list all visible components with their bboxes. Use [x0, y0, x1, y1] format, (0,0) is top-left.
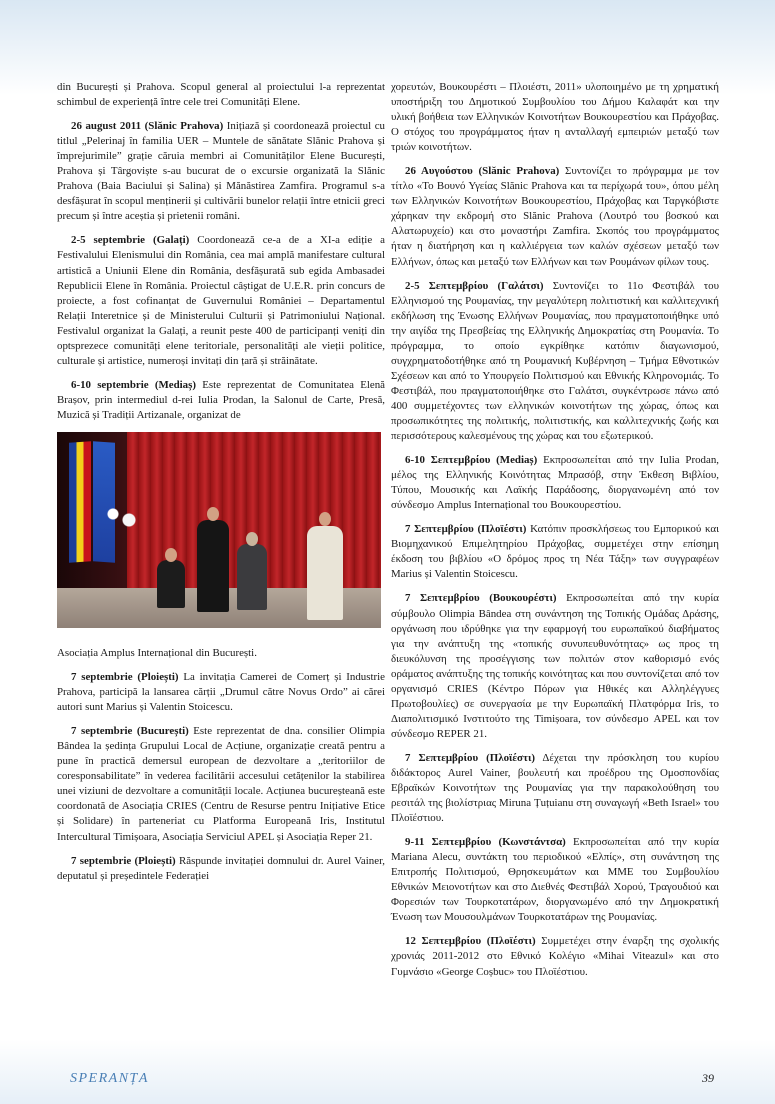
left-paragraph-5: Asociația Amplus Internațional din București.: [57, 646, 257, 659]
left-paragraph-3: 2-5 septembrie (Galați) Coordonează ce-a de a XI-a ediție a Festivalului Elenismului din România, cea mai amplă manifestare cultural artistică a Uniunii Elene din România, desfășurată sub egida Ambasadei Republicii Elene în România. Proiectul câștigat de U.E.R. prin concurs de proiecte, a fost cofinanțat de Guvernului României – Departamentul Relații Interetnice și de Ministerului Culturii și Patrimoniului Național. Festivalul organizat la Galați, a reunit peste 400 de participanți veniți din optsprezece comunități elene teritoriale, personalități ale vieții politice, culturale și artistice, numeroși invitați din țară și străinătate.: [57, 234, 385, 367]
right-paragraph-9: 12 Σεπτεμβρίου (Πλοϊέστι) Συμμετέχει στην έναρξη της σχολικής χρονιάς 2011-2012 στο Εθνικό Κολέγιο «Mihai Viteazul» και στο Γυμνάσιο «George Coșbuc» του Πλοϊέστιου.: [391, 935, 719, 978]
right-paragraph-1: χορευτών, Βουκουρέστι – Πλοιέστι, 2011» υλοποιημένο με τη χρηματική υποστήριξη του Δημοτικού Συμβουλίου του Δήμου Καλαφάτ και την υλική βοήθεια των Ελληνικών Κοινοτήτων Βουκουρεστίου και Πράχοβας. Ο στόχος του προγράμματος ήταν η ανταλλαγή εμπειριών μεταξύ των τριών κοινοτήτων.: [391, 81, 719, 154]
left-paragraph-1: din București și Prahova. Scopul general al proiectului l-a reprezentat schimbul de experiență între cele trei Comunități Elene.: [57, 81, 385, 109]
right-column: [391, 80, 719, 989]
right-paragraph-2: 26 Αυγούστου (Slănic Prahova) Συντονίζει το πρόγραμμα με τον τίτλο «Το Βουνό Υγείας Slănic Prahova και τα περίχωρά του», όπου μέλη των Ελληνικών Κοινοτήτων Βουκουρεστίου, Πράχοβας και Ταργκόβιστε χάρηκαν την εκδρομή στο Slănic Prahova (Λουτρό του βοσκού και Αλατωρυχείο) και στο μοναστήρι Zamfira. Σκοπός του προγράμματος ήταν η διατήρηση και η καλλιέργεια των καλών σχέσεων μεταξύ των Ελλήνων, όπως και μεταξύ των Ελλήνων και των Ρουμάνων φίλων τους.: [391, 165, 720, 268]
left-column: [57, 80, 385, 893]
right-paragraph-7: 7 Σεπτεμβρίου (Πλοϊέστι) Δέχεται την πρόσκληση του κυρίου διδάκτορος Aurel Vainer, βουλευτή και προέδρου της Ομοσπονδίας Εβραϊκών Κοινοτήτων της Ρουμανίας για την παρακολούθηση του ρεσιτάλ της βιολίστριας Miruna Țuțuianu στη συναγωγή «Beth Israel» του Πλοϊέστιου.: [391, 751, 720, 825]
romanian-flag-icon: [69, 441, 91, 563]
left-paragraph-2: 26 august 2011 (Slănic Prahova) Inițiază și coordonează proiectul cu titlul „Pelerinaj în familia UER – Muntele de sănătate Slănic Prahova și împrejurimile” grație căruia membri ai Comunităților Elene București, Prahova și Târgoviște s-au bucurat de o excursie organizată la Slănic Prahova (Baia Baciului și Salina) și Mănăstirea Zamfira. Programul s-a desfășurat în scopul menținerii și cultivării bunelor relații între etnicii greci precum și între aceștia și prietenii români.: [57, 120, 385, 223]
event-photo: [57, 432, 381, 628]
left-paragraph-8: 7 septembrie (Ploiești) Răspunde invitației domnului dr. Aurel Vainer, deputatul și președintele Federației: [57, 854, 385, 882]
left-paragraph-4: 6-10 septembrie (Mediaș) Este reprezentat de Comunitatea Elenă Brașov, prin intermediul d-rei Iulia Prodan, la Salonul de Carte, Presă, Muzică și Tradiții Artizanale, organizat de: [57, 378, 385, 421]
right-paragraph-4: 6-10 Σεπτεμβρίου (Mediaș) Εκπροσωπείται από την Iulia Prodan, μέλος της Ελληνικής Κοινότητας Μπρασόβ, στην Έκθεση Βιβλίου, Τύπου, Μουσικής και Λαϊκής Παράδοσης, διοργανωμένη από τον σύνδεσμο Amplus Internațional του Βουκουρεστίου.: [391, 454, 720, 512]
right-paragraph-8: 9-11 Σεπτεμβρίου (Κωνστάντσα) Εκπροσωπείται από την κυρία Mariana Alecu, συντάκτη του περιοδικού «Ελπίς», στη συνάντηση της Επιτροπής Πολιτισμού, Θρησκευμάτων και ΜΜΕ του Συμβουλίου Εθνικών Μειονοτήτων και στο Διεθνές Φεστιβάλ Χορού, Τραγουδιού και Φορεσιών των Τουρκοτατάρων, διοργανωμένο από την Δημοκρατική Ένωση των Μουσουλμάνων Τουρκοτατάρων της Ρουμανίας.: [391, 836, 720, 924]
magazine-name: SPERANȚA: [70, 1071, 149, 1086]
right-paragraph-3: 2-5 Σεπτεμβρίου (Γαλάτσι) Συντονίζει το 11ο Φεστιβάλ του Ελληνισμού της Ρουμανίας, την μεγαλύτερη πολιτιστική και καλλιτεχνική εκδήλωση της Ένωσης Ελλήνων Ρουμανίας, που πραγματοποιήθηκε υπό την αιγίδα της Πρεσβείας της Ελληνικής Δημοκρατίας στη Ρουμανία. Το πρόγραμμα, το οποίο εγκρίθηκε κατόπιν διαγωνισμού, συγχρηματοδοτήθηκε από τη Ρουμανική Κυβέρνηση – Τμήμα Εθνοτικών Σχέσεων και από το Υπουργείο Πολιτισμού και Εθνικής Κληρονομιάς. Το Φεστιβάλ, που πραγματοποιήθηκε στο Γαλάτσι, συγκέντρωσε πάνω από 400 συμμετέχοντες των ελληνικών κοινοτήτων της χώρας, όπως και προσωπικότητες της πολιτικής, πολιτιστικής, και καλλιτεχνικής ζωής και περισσότερους καλεσμένους της χώρας και του εξωτερικού.: [391, 279, 719, 443]
right-paragraph-5: 7 Σεπτεμβρίου (Πλοϊέστι) Κατόπιν προσκλήσεως του Εμπορικού και Βιομηχανικού Επιμελητηρίου Πράχοβας, συμμετέχει στην επίσημη έκδοση του βιβλίου «Ο δρόμος προς τη Νέα Τάξη» των συγγραφέων Marius și Valentin Stoicescu.: [391, 523, 720, 581]
page-number: 39: [702, 1071, 714, 1085]
left-paragraph-6: 7 septembrie (Ploiești) La invitația Camerei de Comerț și Industrie Prahova, participă la lansarea cărții „Drumul către Novus Ordo” ai cărei autori sunt Marius și Valentin Stoicescu.: [57, 671, 385, 714]
right-paragraph-6: 7 Σεπτεμβρίου (Βουκουρέστι) Εκπροσωπείται από την κυρία σύμβουλο Olimpia Bândea στη συνάντηση της Τοπικής Ομάδας Δράσης, οργάνωση που ιδρύθηκε για την εφαρμογή του ευρωπαϊκού διαβήματος για την ανάπτυξη της «τοπικής συνυπευθυνότητας» ως προς τη διευκόλυνση της προσέγγισης των πολιτών στον καθορισμό ενός οράματος ανάπτυξης της τοπικής κοινότητας και που συντονίζεται από τον οργανισμό CRIES (Κέντρο Πόρων για Ηθικές και Αλληλέγγυες Πρωτοβουλίες) σε συνεργασία με την Ευρωπαϊκή Πλατφόρμα Iris, το Διαπολιτισμικό Ινστιτούτο της Timișoara, τον σύνδεσμο APEL και τον σύνδεσμο REPER 21.: [391, 592, 720, 740]
left-paragraph-7: 7 septembrie (București) Este reprezentat de dna. consilier Olimpia Bândea la ședința Grupului Local de Acțiune, organizație creată pentru a pune în practică demersul european de dezvoltare a „teritoriilor de coresponsabilitate” în vederea facilitării accesului cetățenilor la stabilirea unei viziuni de dezvoltare a comunității locale. Acțiunea bucureșteană este coordonată de Asociația CRIES (Centru de Resurse pentru Inițiative Etice și Solidare) în parteneriat cu Platforma Europeană Iris, Institutul Intercultural Timișoara, Asociația Serviciul APEL și Asociația Reper 21.: [57, 725, 385, 843]
